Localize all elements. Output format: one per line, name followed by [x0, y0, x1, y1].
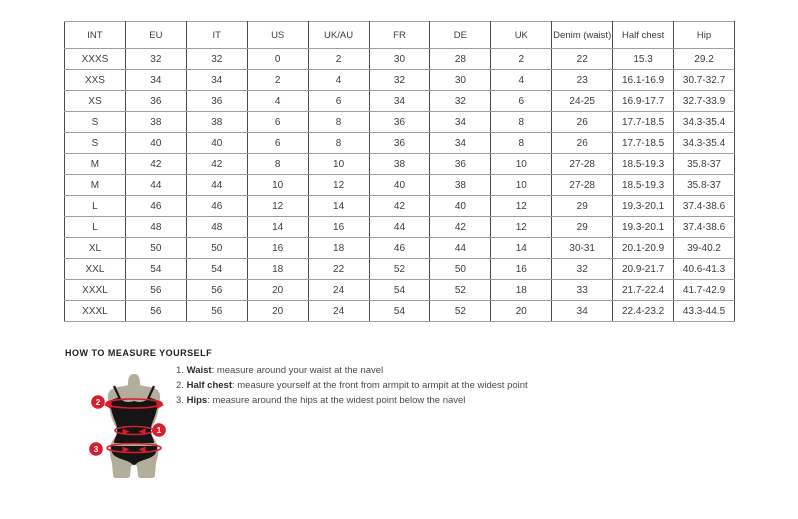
size-cell: 23 [552, 70, 613, 91]
step-label: Waist [186, 365, 212, 376]
size-cell: 44 [369, 217, 430, 238]
size-cell: 17.7-18.5 [613, 112, 674, 133]
size-cell: 14 [247, 217, 308, 238]
table-row [65, 49, 735, 70]
size-cell: XL [65, 238, 126, 259]
size-cell: 48 [125, 217, 186, 238]
table-row [65, 280, 735, 301]
size-cell: 6 [491, 91, 552, 112]
column-header: IT [186, 22, 247, 49]
step-number: 3. [176, 395, 184, 406]
size-chart-body [65, 49, 735, 322]
size-cell: 2 [491, 49, 552, 70]
measure-step-waist [176, 366, 736, 376]
size-cell: 20.1-20.9 [613, 238, 674, 259]
measure-step-half-chest [176, 381, 736, 391]
size-cell: 2 [308, 49, 369, 70]
size-cell: L [65, 196, 126, 217]
size-cell: 38 [125, 112, 186, 133]
size-cell: 44 [186, 175, 247, 196]
size-cell: 52 [430, 301, 491, 322]
size-cell: 22 [552, 49, 613, 70]
size-cell: 30-31 [552, 238, 613, 259]
measurement-figure-icon [86, 369, 178, 483]
size-cell: 18 [308, 238, 369, 259]
size-chart [64, 21, 735, 322]
size-cell: 36 [186, 91, 247, 112]
size-cell: 22 [308, 259, 369, 280]
column-header: FR [369, 22, 430, 49]
size-cell: 48 [186, 217, 247, 238]
size-cell: 12 [247, 196, 308, 217]
size-cell: 24 [308, 301, 369, 322]
size-cell: 54 [369, 301, 430, 322]
table-row [65, 91, 735, 112]
size-cell: 56 [186, 280, 247, 301]
size-cell: 16.9-17.7 [613, 91, 674, 112]
step-text: : measure around your waist at the navel [211, 365, 384, 376]
size-cell: 40 [430, 196, 491, 217]
size-cell: 32 [552, 259, 613, 280]
table-row [65, 70, 735, 91]
size-cell: 44 [125, 175, 186, 196]
size-cell: 26 [552, 133, 613, 154]
size-cell: M [65, 175, 126, 196]
size-cell: 37.4-38.6 [674, 196, 735, 217]
size-cell: 27-28 [552, 154, 613, 175]
size-cell: 36 [369, 133, 430, 154]
size-cell: 4 [247, 91, 308, 112]
size-cell: 56 [125, 301, 186, 322]
size-cell: 8 [491, 112, 552, 133]
size-cell: 50 [125, 238, 186, 259]
size-cell: 27-28 [552, 175, 613, 196]
size-cell: 10 [308, 154, 369, 175]
header-row [65, 22, 735, 49]
size-cell: 16 [308, 217, 369, 238]
size-cell: 10 [491, 154, 552, 175]
size-cell: 16.1-16.9 [613, 70, 674, 91]
size-chart-table [64, 21, 735, 322]
size-cell: 42 [186, 154, 247, 175]
size-cell: 32.7-33.9 [674, 91, 735, 112]
step-text: : measure around the hips at the widest point below the navel [207, 395, 466, 406]
size-cell: 2 [247, 70, 308, 91]
size-cell: 32 [125, 49, 186, 70]
size-cell: 22.4-23.2 [613, 301, 674, 322]
size-cell: 34 [552, 301, 613, 322]
size-cell: 32 [186, 49, 247, 70]
size-cell: 40 [186, 133, 247, 154]
size-cell: 8 [308, 112, 369, 133]
size-cell: 42 [125, 154, 186, 175]
column-header: EU [125, 22, 186, 49]
swimsuit-top [110, 397, 158, 443]
size-cell: 29 [552, 217, 613, 238]
size-cell: 4 [308, 70, 369, 91]
size-chart-header [65, 22, 735, 49]
size-cell: 20.9-21.7 [613, 259, 674, 280]
badge-3-label: 3 [93, 444, 99, 454]
size-cell: 24-25 [552, 91, 613, 112]
size-cell: 34.3-35.4 [674, 133, 735, 154]
step-text: : measure yourself at the front from armpit to armpit at the widest point [231, 380, 528, 391]
size-cell: 18.5-19.3 [613, 154, 674, 175]
table-row [65, 196, 735, 217]
size-cell: 10 [247, 175, 308, 196]
table-row [65, 259, 735, 280]
column-header: UK [491, 22, 552, 49]
size-cell: XS [65, 91, 126, 112]
size-cell: 54 [369, 280, 430, 301]
size-cell: 34 [430, 133, 491, 154]
size-cell: 10 [491, 175, 552, 196]
size-cell: 18 [247, 259, 308, 280]
size-cell: 38 [369, 154, 430, 175]
column-header: Denim (waist) [552, 22, 613, 49]
size-cell: 28 [430, 49, 491, 70]
size-cell: 40.6-41.3 [674, 259, 735, 280]
size-cell: 39-40.2 [674, 238, 735, 259]
table-row [65, 112, 735, 133]
size-cell: 29.2 [674, 49, 735, 70]
size-cell: 14 [491, 238, 552, 259]
size-cell: 38 [430, 175, 491, 196]
size-cell: 0 [247, 49, 308, 70]
size-cell: XXXL [65, 280, 126, 301]
size-cell: S [65, 112, 126, 133]
size-cell: 46 [125, 196, 186, 217]
size-cell: 4 [491, 70, 552, 91]
size-cell: XXXL [65, 301, 126, 322]
table-row [65, 154, 735, 175]
size-cell: 35.8-37 [674, 175, 735, 196]
size-cell: 35.8-37 [674, 154, 735, 175]
column-header: US [247, 22, 308, 49]
column-header: UK/AU [308, 22, 369, 49]
size-cell: 54 [125, 259, 186, 280]
size-cell: 32 [430, 91, 491, 112]
size-cell: 16 [247, 238, 308, 259]
size-cell: 18.5-19.3 [613, 175, 674, 196]
step-number: 2. [176, 380, 184, 391]
size-cell: 56 [125, 280, 186, 301]
size-cell: 40 [125, 133, 186, 154]
size-cell: 43.3-44.5 [674, 301, 735, 322]
size-cell: L [65, 217, 126, 238]
size-cell: 19.3-20.1 [613, 196, 674, 217]
size-cell: 12 [491, 217, 552, 238]
size-cell: 42 [369, 196, 430, 217]
size-cell: 6 [247, 133, 308, 154]
table-row [65, 238, 735, 259]
size-cell: XXXS [65, 49, 126, 70]
column-header: INT [65, 22, 126, 49]
size-cell: 21.7-22.4 [613, 280, 674, 301]
size-cell: 37.4-38.6 [674, 217, 735, 238]
size-cell: 30.7-32.7 [674, 70, 735, 91]
step-label: Half chest [186, 380, 232, 391]
size-cell: 34 [125, 70, 186, 91]
size-cell: 56 [186, 301, 247, 322]
size-cell: 38 [186, 112, 247, 133]
size-cell: 32 [369, 70, 430, 91]
size-cell: 17.7-18.5 [613, 133, 674, 154]
column-header: Half chest [613, 22, 674, 49]
size-cell: 19.3-20.1 [613, 217, 674, 238]
size-cell: XXL [65, 259, 126, 280]
size-cell: 8 [308, 133, 369, 154]
size-cell: 12 [308, 175, 369, 196]
measure-section-title: HOW TO MEASURE YOURSELF [65, 348, 213, 358]
size-cell: 8 [247, 154, 308, 175]
table-row [65, 301, 735, 322]
size-cell: 44 [430, 238, 491, 259]
size-cell: 20 [247, 301, 308, 322]
table-row [65, 175, 735, 196]
table-row [65, 133, 735, 154]
size-cell: M [65, 154, 126, 175]
size-cell: XXS [65, 70, 126, 91]
size-cell: 46 [369, 238, 430, 259]
size-cell: 29 [552, 196, 613, 217]
column-header: DE [430, 22, 491, 49]
size-cell: 36 [430, 154, 491, 175]
size-cell: 18 [491, 280, 552, 301]
size-cell: 30 [430, 70, 491, 91]
size-cell: 12 [491, 196, 552, 217]
table-row [65, 217, 735, 238]
size-cell: 50 [430, 259, 491, 280]
size-cell: 8 [491, 133, 552, 154]
size-cell: 16 [491, 259, 552, 280]
size-cell: 54 [186, 259, 247, 280]
measure-step-hips [176, 396, 736, 406]
size-cell: 14 [308, 196, 369, 217]
badge-1-label: 1 [156, 425, 162, 435]
size-cell: 6 [247, 112, 308, 133]
size-cell: 34 [430, 112, 491, 133]
size-cell: 46 [186, 196, 247, 217]
size-cell: 15.3 [613, 49, 674, 70]
size-cell: 24 [308, 280, 369, 301]
size-cell: 26 [552, 112, 613, 133]
size-cell: 30 [369, 49, 430, 70]
size-cell: 6 [308, 91, 369, 112]
step-label: Hips [186, 395, 208, 406]
measure-steps-list [176, 366, 736, 411]
size-cell: 36 [369, 112, 430, 133]
step-number: 1. [176, 365, 184, 376]
size-cell: 20 [247, 280, 308, 301]
size-cell: 36 [125, 91, 186, 112]
size-cell: 34.3-35.4 [674, 112, 735, 133]
size-cell: 42 [430, 217, 491, 238]
size-cell: 34 [186, 70, 247, 91]
size-cell: 50 [186, 238, 247, 259]
size-cell: 52 [369, 259, 430, 280]
size-cell: 34 [369, 91, 430, 112]
size-cell: 20 [491, 301, 552, 322]
column-header: Hip [674, 22, 735, 49]
size-cell: 41.7-42.9 [674, 280, 735, 301]
size-cell: 40 [369, 175, 430, 196]
size-cell: 33 [552, 280, 613, 301]
badge-2-label: 2 [95, 397, 101, 407]
size-cell: 52 [430, 280, 491, 301]
size-cell: S [65, 133, 126, 154]
